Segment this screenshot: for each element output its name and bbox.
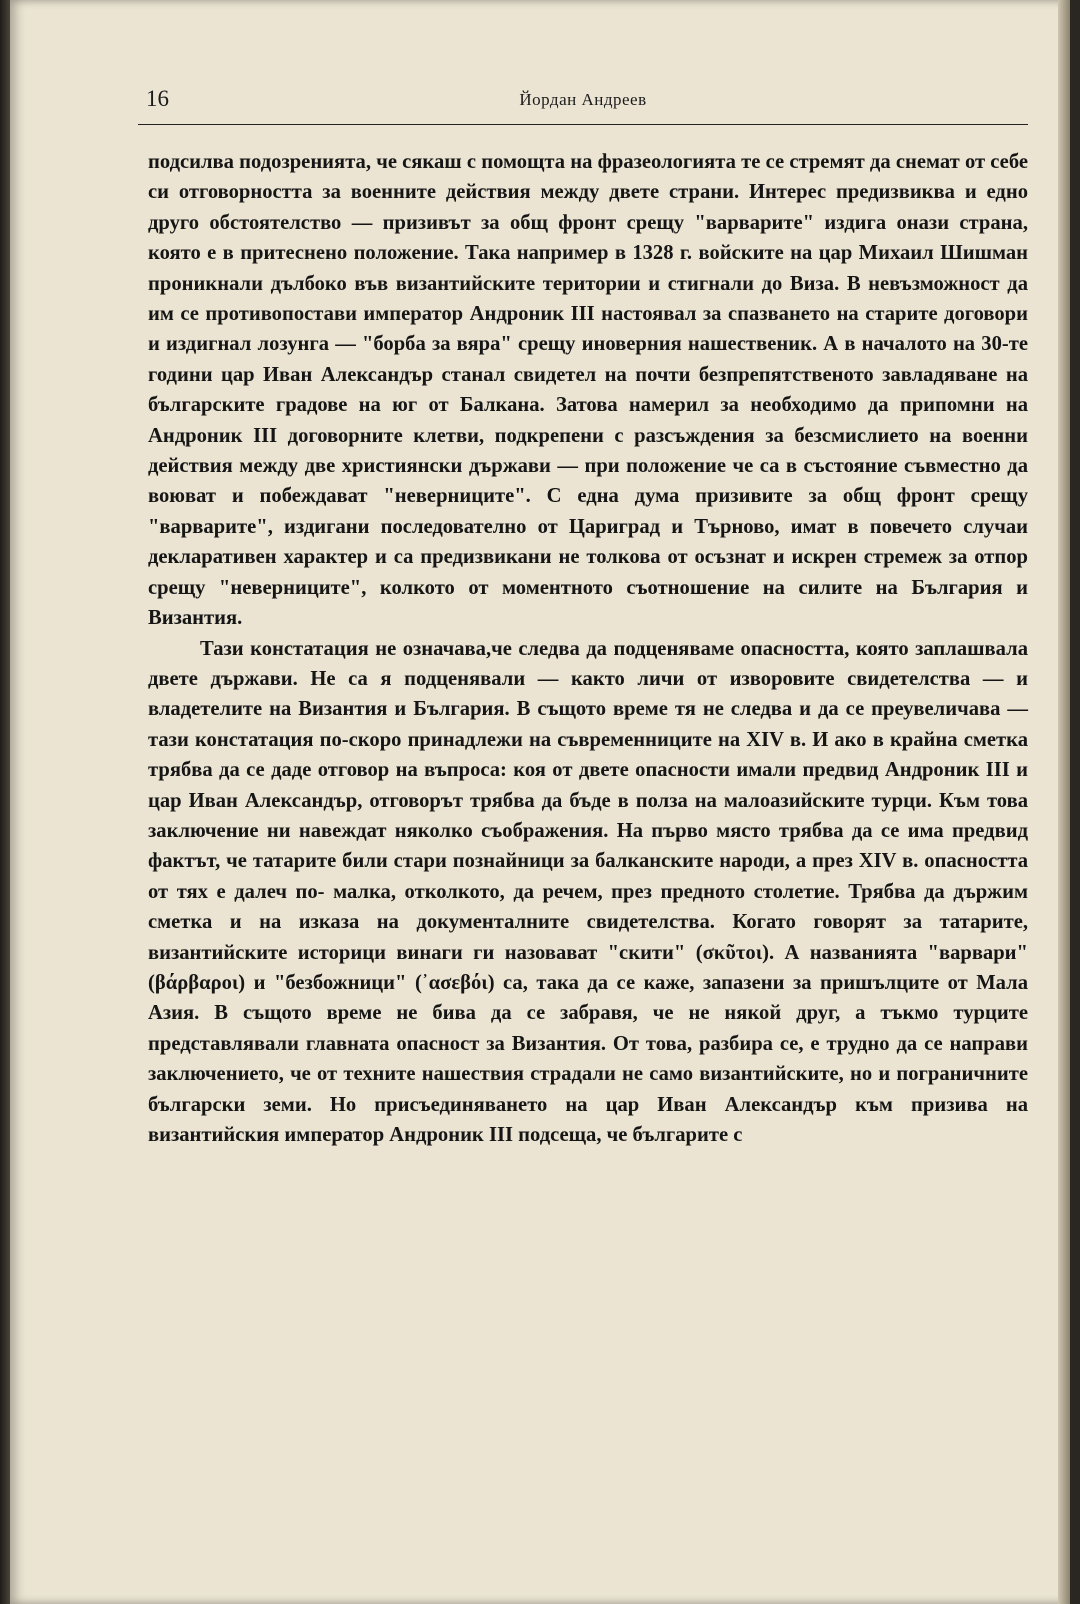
body-text xyxy=(148,147,1028,1150)
paragraph: Тази констатация не означава,че следва да подценяваме опасността, която заплашвала двете държави. Не са я подценявали — както личи от изворовите свидетелства — и владетелите на Византия и България. В същото време тя не следва и да се преувеличава — тази констатация по-скоро принадлежи на съвременниците на XIV в. И ако в крайна сметка трябва да се даде отговор на въпроса: коя от двете опасности имали предвид Андроник III и цар Иван Александър, отговорът трябва да бъде в полза на малоазийските турци. Към това заключение ни навеждат няколко съображения. На първо място трябва да се има предвид фактът, че татарите били стари познайници за балканските народи, а през XIV в. опасността от тях е далеч по- малка, отколкото, да речем, през предното столетие. Трябва да държим сметка и на изказа на документалните свидетелства. Когато говорят за татарите, византийските историци винаги ги назовават "скити" (σκῦτοι). А названията "варвари"(βάρβαροι) и "безбожници" (᾿ασεβόι) са, така да се каже, запазени за пришълците от Мала Азия. В същото време не бива да се забравя, че не някой друг, а тъкмо турците представлявали главната опасност за Византия. От това, разбира се, е трудно да се направи заключението, че от техните нашествия страдали не само византийските, но и пограничните български земи. Но присъединяването на цар Иван Александър към призива на византийския император Андроник III подсеща, че българите с xyxy=(148,637,1028,1146)
page-header xyxy=(138,84,1028,125)
book-spine-shadow xyxy=(0,0,10,1604)
page-edge xyxy=(1058,0,1070,1604)
running-head: Йордан Андреев xyxy=(519,90,647,109)
paragraph: подсилва подозренията, че сякаш с помощта на фразеологията те се стремят да снемат от себе си отговорността за военните действия между двете страни. Интерес предизвиква и едно друго обстоятелство — призивът за общ фронт срещу "варварите" издига онази страна, която е в притеснено положение. Така например в 1328 г. войските на цар Михаил Шишман проникнали дълбоко във византийските територии и стигнали до Виза. В невъзможност да им се противопостави император Андроник III настоявал за спазването на старите договори и издигнал лозунга — "борба за вяра" срещу иноверния нашественик. А в началото на 30-те години цар Иван Александър станал свидетел на почти безпрепятственото завладяване на българските градове на юг от Балкана. Затова намерил за необходимо да припомни на Андроник III договорните клетви, подкрепени с разсъждения за безсмислието на военни действия между две християнски държави — при положение че са в състояние съвместно да воюват и побеждават "неверниците". С една дума призивите за общ фронт срещу "варварите", издигани последователно от Цариград и Търново, имат в повечето случаи декларативен характер и са предизвикани не толкова от осъзнат и искрен стремеж за отпор срещу "неверниците", колкото от моментното съотношение на силите на България и Византия. xyxy=(148,151,1028,630)
page-number: 16 xyxy=(146,86,169,111)
